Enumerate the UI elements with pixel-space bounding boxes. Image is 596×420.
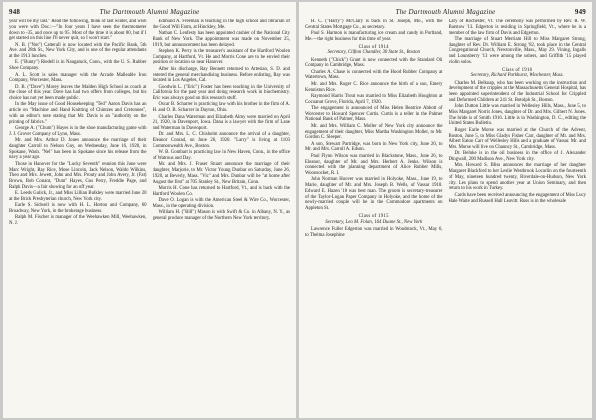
right-page-columns — [305, 19, 586, 414]
class-heading: Class of 1914 — [358, 44, 389, 50]
running-title: The Dartmouth Alumni Magazine — [99, 8, 200, 16]
class-secretary: Secretary, Clifton Chandler, 30 State St., Boston — [327, 50, 420, 56]
paragraph: A son, Stewart Partridge, was born in New York city, June 20, to Mr. and Mrs. Carroll A. Edson. — [305, 141, 443, 153]
paragraph: John Norman Hoover was married in Holyoke, Mass., June 19, to Marie, daughter of Mr. and Mrs. Joseph B. Wells, of Vassar 1918. Edward E. Hazen '18 was best man. The groom is secretary-treasurer of the Taylor-Logan Paper Company in Holyoke, and the home of the newly-married couple will be in the Commodore apartments on Appleton St. — [305, 177, 443, 212]
paragraph: Charles M. Belknap, who has been working on the instruction and development of the cripples at the Massachusetts General Hospital, has been appointed superintendent of the Industrial School for Crippled and Deformed Children at 241 St. Botolph St., Boston. — [448, 80, 586, 103]
paragraph: Cards have been received announcing the engagement of Miss Lucy Hale Waite and Russell Hall Leavitt. Russ is in the wholesale — [448, 192, 586, 204]
page-number: 948 — [9, 8, 21, 16]
paragraph: Roger Earle Morse was married at the Church of the Advent, Boston, June 5, to Miss Gladys Fisher Carr, daughter of Mr. and Mrs. Albert Eaton Carr of Wellesley Hills and a graduate of Vassar. Mr. and Mrs. Morse will live on Chauncy St., Cambridge, Mass. — [448, 127, 586, 151]
paragraph: Morris H. Cone has returned to Hartford, Vt., and is back with the Hartford Woolen Co. — [152, 185, 290, 197]
paragraph: year will be my last." Read the following, think of last winter, and wish you were with Doc.:—"In four years I have seen the thermometer down to -35, and once up to 95. Most of the time it is about 80, but if I get started on this line I'll never quit, so I won't start." — [9, 19, 147, 42]
class-heading: Class of 1916 — [502, 67, 533, 73]
paragraph: Stephen K. Perry is the treasurer's assistant of the Hartford Woolen Company, at Hartford, Vt. He and Morris Cone are to be envied their position or location so near Hanover. — [152, 48, 290, 66]
paragraph: Earle S. Sidwell is now with H. L. Horton and Company, 60 Broadway, New York, in the brokerage business. — [9, 203, 147, 214]
right-page-header — [305, 7, 586, 17]
paragraph: Ralph M. Fischer is manager of the Weehawken Mill, Weehawken, N. J. — [9, 215, 147, 227]
paragraph: Charles Dana Waterman and Elizabeth Almy were married on April 21, 1920, in Davenport, Iowa. Dana is a lawyer with the firm of Lane and Waterman in Davenport. — [152, 114, 290, 132]
paragraph: E. Leeds Gulick, Jr., and Miss Lillian Bulkley were married June 20 at the Brick Presbyterian church, New York city. — [9, 191, 147, 202]
magazine-spread — [3, 2, 593, 418]
left-page-column-1 — [9, 19, 147, 414]
class-heading: Class of 1915 — [358, 213, 389, 219]
paragraph: George A. ("Chum") Hayes is in the shoe manufacturing game with J. J. Grover Company of Lynn, Mass. — [9, 126, 147, 137]
paragraph: Dr. Belnke is in the oil business in the office of J. Alexander Dingwall, 200 Madison Ave., New York city. — [448, 151, 586, 163]
left-page-column-2 — [153, 19, 291, 414]
right-page-column-1 — [305, 19, 443, 414]
paragraph: Paul S. Harmon is manufacturing ice cream and candy in Portland, Me.—the right business for this time of year. — [305, 31, 443, 42]
paragraph: Dave O. Logan is with the American Steel & Wire Co., Worcester, Mass., in the operating division. — [152, 198, 290, 209]
paragraph: William H. ("Bill") Mason is with Swift & Co. in Albany, N. Y., as general produce manager of the Northern New York territory. — [152, 210, 290, 221]
paragraph: Dr. and Mrs. L. C. Chisholm announce the arrival of a daughter, Eleanor Conrad, on June 26, 1920. "Larry" is living at 1103 Commonwealth Ave., Boston. — [152, 132, 290, 149]
paragraph: E. ("Bunty") Riedell is in Naugatuck, Conn., with the U. S. Rubber Shoe Company. — [9, 60, 147, 72]
left-page — [3, 2, 296, 418]
paragraph: John Dutton Little was married in Wellesley Hills, Mass., June 5, to Miss Margaret Norris Jones, daughter of Dr. and Mrs. Gilbert N. Jones. The bride is of Smith 1916. Little is in Washington, D. C., editing the United States Bulletin. — [448, 104, 586, 127]
paragraph: Lary of Rochester, Vt. The ceremony was performed by Rev. R. W. Barstow '13. Edgerton is residing in Springfield, Vt., where he is a member of the law firm of Davis and Edgerton. — [448, 19, 586, 36]
class-secretary: Secretary, Leo M. Folan, 164 Duane St., New York — [325, 219, 423, 225]
paragraph: Lawrence Fuller Edgerton was married in Woodstock, Vt., May 6, to Thelma Josephine — [305, 226, 443, 238]
paragraph: Mr. and Mrs. J. Fraser Stuart announce the marriage of their daughter, Marjorie, to Mr. Victor Young Dunbar on Saturday, June 26, 1920, at Beverly, Mass. "Vic" and Mrs. Dunbar will be "at home after August the first" at 705 Stanley St., New Britain, Conn. — [152, 162, 290, 185]
paragraph: W. B. Gombart is practicing law in New Haven, Conn., in the office of Watrous and Day. — [152, 150, 290, 161]
paragraph: Edmund A. Freeman is teaching in the high school and librarian of the Good Will Farm, at Hinckley, Me. — [152, 19, 290, 30]
right-page — [299, 2, 592, 418]
paragraph: Kenneth ("Chick") Grant is now connected with the Standard Oil Company in Cambridge, Mass. — [305, 57, 443, 69]
paragraph: Raymond Harris Trout was married to Miss Elizabeth Houghton at Cocoanut Grove, Florida, April 7, 1920. — [305, 93, 443, 105]
paragraph: Mr. and Mrs. Arthur D. Jones announce the marriage of their daughter Carroll to Nelson Guy, on Wednesday, June 16, 1920, in Spokane, Wash. "Nel" has been in Spokane since his release from the navy a year ago. — [9, 138, 147, 161]
paragraph: The marriage of Stuart Merriam Hill to Miss Margaret Strong, daughter of Rev. Dr. William E. Strong '82, took place in the Central Congregational Church, Newtonville, Mass., May 29. Vining, Ingalls and Lounsberry '13 were among the ushers, and Griffith '15 played violin solos. — [448, 36, 586, 65]
paragraph: H. C. ("Harry") McClary is back in St. Joseph, Mo., with the Central States Mortgage Co., as secretary. — [305, 19, 443, 30]
paragraph: Those in Hanover for the "Lucky Seventh" reunion this June were Marc Wright, Ray Rice, Mose Lincoln, Jack Nelson, Waldo Wilkins, Theo and Mrs. Jewett, John and Mrs. Prouty and John Avery, Jr. (Fat) Brown, Bob Conant, "Dum" Hayes, Gus Perry, Freddie Page, and Ralph Davis—a fair showing for an off year. — [9, 161, 147, 190]
right-page-column-2 — [449, 19, 587, 414]
paragraph: Paul Flynn Wilson was married in Blackstone, Mass., June 26, to Eleanor, daughter of Mr. and Mrs. Herbert A. Jenks. Wilson is connected with the planning department of Alice Rubber Mills, Woonsocket, R. I. — [305, 153, 443, 176]
class-secretary: Secretary, Richard Parkhurst, Winchester, Mass. — [470, 73, 564, 79]
paragraph: Mrs. Howard S. Bliss announces the marriage of her daughter Margaret Blackford to her Leslie Westbrook Locarlin on the fourteenth of May, nineteen hundred twenty, Riverdale-on-Hudson, New York city. Les plans to spend another year at Union Seminary, and then return to his work in Turkey. — [448, 163, 586, 192]
paragraph: The engagement is announced of Miss Helen Beatrice Abbott of Worcester to Howard Spencer Curtis. Curtis is a teller in the Palmer National Bank of Palmer, Mass. — [305, 105, 443, 123]
paragraph: Oscar B. Scharrer is practicing law with his brother in the firm of A. H. and O. B. Scharrer in Dayton, Ohio. — [152, 102, 290, 114]
left-page-columns — [9, 19, 290, 414]
paragraph: D. B. ("Dave") Morey leaves the Malden High School as coach at the close of this year. Dave has had two offers from colleges, but his choice has not yet been made public. — [9, 84, 147, 102]
paragraph: A. L. Scott is sales manager with the Arcade Malleable Iron Company, Worcester, Mass. — [9, 72, 147, 84]
paragraph: After his discharge, Ray Bennett returned to Artesian, S. D. and entered the general merchandising business. Before enlisting, Ray was located in Los Angeles, Cal. — [152, 66, 290, 84]
running-title: The Dartmouth Alumni Magazine — [395, 8, 496, 16]
paragraph: In the May issue of Good Housekeeping "Ted" Aaron Davis has an article on "Machine and Hand Knitting of Chintzes and Cretonnes", with an editor's note stating that Mr. Davis is an "authority on the printing of fabrics." — [9, 102, 147, 125]
paragraph: Mr. and Mrs. Roger C. Rice announce the birth of a son, Emery Kenniston Rice. — [305, 81, 443, 93]
paragraph: Goodwin L. ("Eric") Foster has been teaching in the University of California for the past year and doing research work in biochemistry. Eric was always good on this research stuff. — [152, 84, 290, 102]
paragraph: N. B. ("Not") Catterall is now located with the Pacific Bank, 5th Ave. and 28th St., New York City, and is one of the regular attendants at the 1913 lunches. — [9, 42, 147, 60]
paragraph: Charles A. Chase is connected with the Hood Rubber Company at Watertown, Mass. — [305, 69, 443, 81]
paragraph: Nathan C. Lenfesty has been appointed cashier of the National City Bank of New York. The appointment was made on November 25, 1919, but announcement has been delayed. — [152, 31, 290, 48]
paragraph: Mr. and Mrs. William C. Moller of New York city announce the engagement of their daughter, Miss Martha Washington Moller, to Mr. Gordon C. Sleeper. — [305, 123, 443, 141]
left-page-header — [9, 7, 290, 17]
page-number: 949 — [574, 8, 586, 16]
